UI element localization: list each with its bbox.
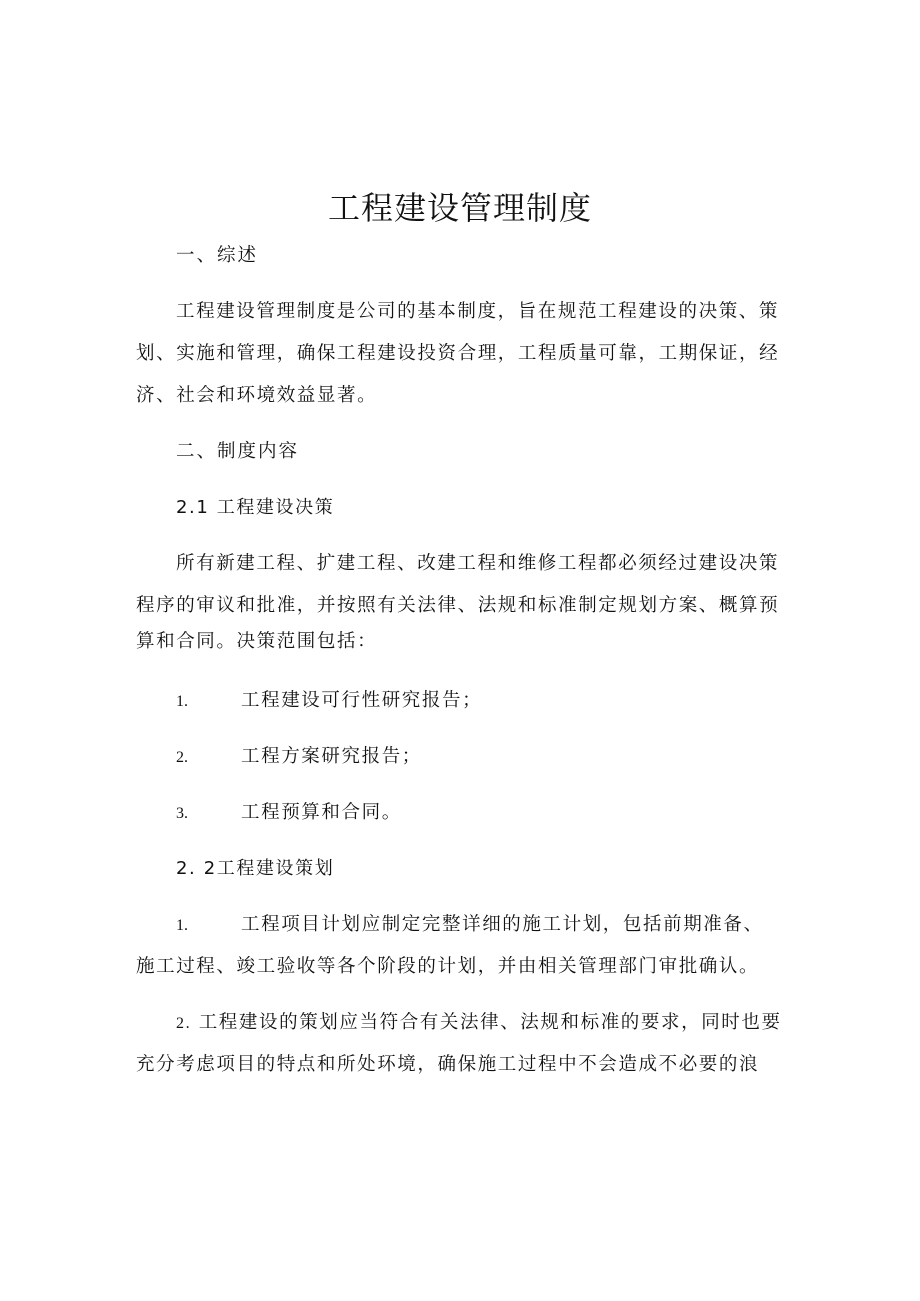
paragraph-line: 程序的审议和批准，并按照有关法律、法规和标准制定规划方案、概算预 bbox=[136, 595, 780, 616]
document-title: 工程建设管理制度 bbox=[327, 189, 592, 227]
paragraph-line: 划、实施和管理，确保工程建设投资合理，工程质量可靠，工期保证，经 bbox=[136, 343, 780, 364]
list-item-text bbox=[176, 1011, 782, 1036]
subsection-heading-decision: 2.1 工程建设决策 bbox=[176, 497, 335, 518]
list-item-line: 工程建设的策划应当符合有关法律、法规和标准的要求，同时也要 bbox=[198, 1012, 782, 1033]
section-heading-content: 二、制度内容 bbox=[176, 441, 300, 462]
list-item-number: 2. bbox=[176, 749, 188, 766]
section-heading-overview: 一、综述 bbox=[176, 245, 259, 266]
list-item-text: 工程建设可行性研究报告； bbox=[241, 690, 483, 711]
list-item-text: 工程方案研究报告； bbox=[241, 746, 422, 767]
paragraph-line: 算和合同。决策范围包括： bbox=[136, 631, 378, 652]
list-item-text: 工程预算和合同。 bbox=[241, 802, 402, 823]
list-item-text: 工程项目计划应制定完整详细的施工计划，包括前期准备、 bbox=[241, 914, 764, 935]
list-item-number: 1. bbox=[176, 693, 188, 710]
paragraph-line: 充分考虑项目的特点和所处环境，确保施工过程中不会造成不必要的浪 bbox=[136, 1054, 760, 1075]
list-item-number: 3. bbox=[176, 805, 188, 822]
list-item-number: 1. bbox=[176, 917, 188, 934]
subsection-heading-planning: 2. 2工程建设策划 bbox=[176, 858, 335, 879]
list-item-number: 2. bbox=[176, 1015, 192, 1032]
paragraph-line: 工程建设管理制度是公司的基本制度，旨在规范工程建设的决策、策 bbox=[176, 301, 780, 322]
paragraph-line: 施工过程、竣工验收等各个阶段的计划，并由相关管理部门审批确认。 bbox=[136, 956, 760, 977]
paragraph-line: 所有新建工程、扩建工程、改建工程和维修工程都必须经过建设决策 bbox=[176, 553, 780, 574]
paragraph-line: 济、社会和环境效益显著。 bbox=[136, 385, 378, 406]
